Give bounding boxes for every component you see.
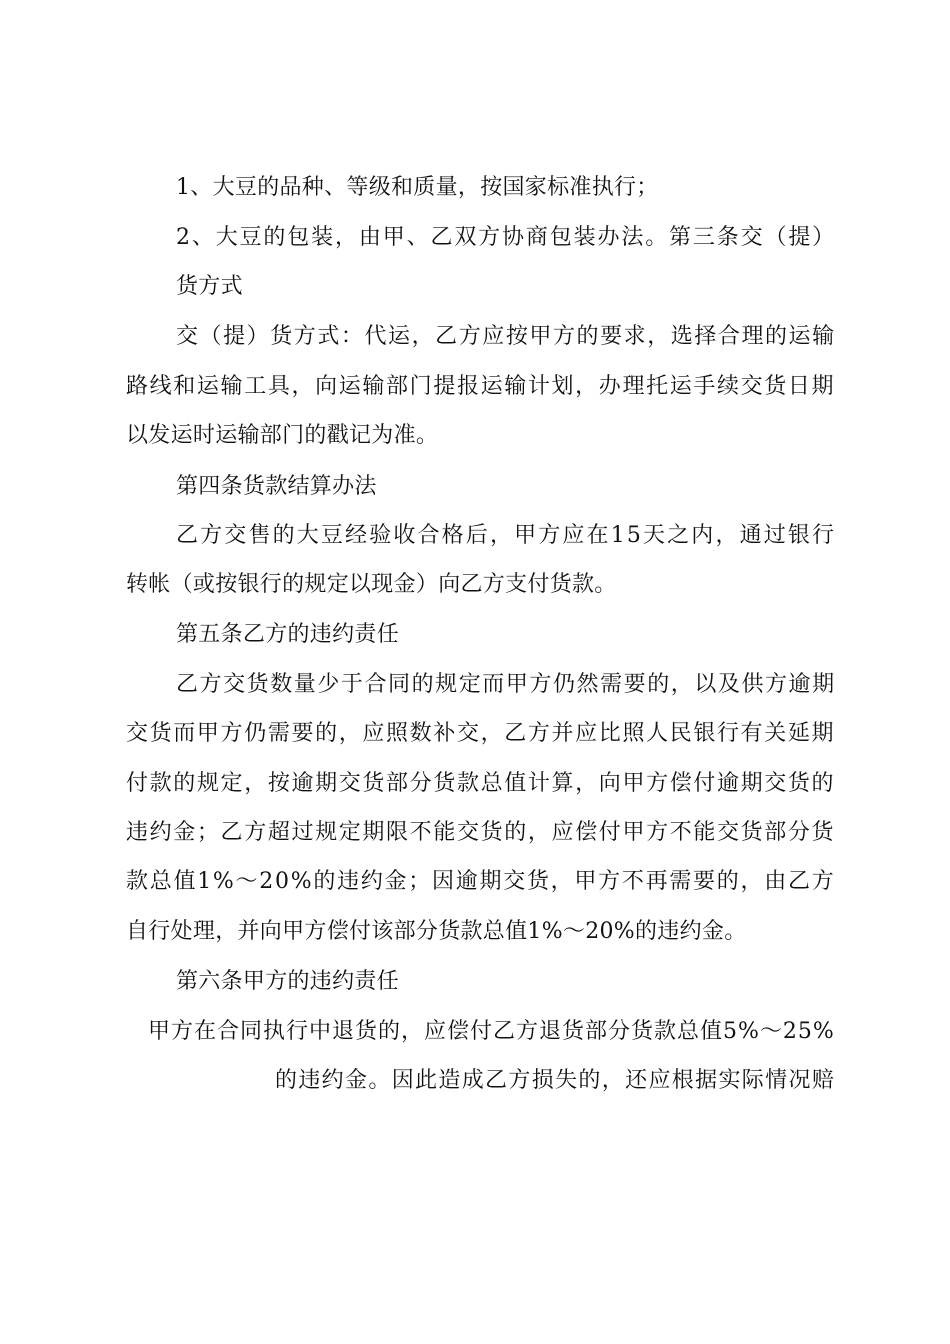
clause-3-heading-continued: 货方式: [176, 274, 243, 299]
buyer-liability-line-1: 甲方在合同执行中退货的，应偿付乙方退货部分货款总值5%〜25%: [148, 1019, 835, 1044]
clause-4-heading: 第四条货款结算办法: [176, 474, 377, 499]
seller-liability-line-4: 违约金；乙方超过规定期限不能交货的，应偿付甲方不能交货部分货: [126, 820, 836, 845]
clause-3-item-1: 1、大豆的品种、等级和质量，按国家标准执行；: [176, 175, 659, 200]
delivery-method-line-1: 交（提）货方式：代运，乙方应按甲方的要求，选择合理的运输: [176, 324, 836, 349]
seller-liability-line-1: 乙方交货数量少于合同的规定而甲方仍然需要的，以及供方逾期: [176, 672, 836, 697]
seller-liability-line-5: 款总值1%〜20%的违约金；因逾期交货，甲方不再需要的，由乙方: [126, 869, 836, 894]
seller-liability-line-6: 自行处理，并向甲方偿付该部分货款总值1%〜20%的违约金。: [126, 919, 747, 944]
clause-3-item-2: 2、大豆的包装，由甲、乙双方协商包装办法。第三条交（提）: [176, 225, 837, 250]
seller-liability-line-3: 付款的规定，按逾期交货部分货款总值计算，向甲方偿付逾期交货的: [126, 771, 836, 796]
delivery-method-line-3: 以发运时运输部门的戳记为准。: [126, 423, 439, 448]
payment-line-1: 乙方交售的大豆经验收合格后，甲方应在15天之内，通过银行: [176, 523, 837, 548]
payment-line-2: 转帐（或按银行的规定以现金）向乙方支付货款。: [126, 572, 617, 597]
clause-6-heading: 第六条甲方的违约责任: [176, 969, 400, 994]
delivery-method-line-2: 路线和运输工具，向运输部门提报运输计划，办理托运手续交货日期: [126, 374, 836, 399]
clause-5-heading: 第五条乙方的违约责任: [176, 622, 400, 647]
seller-liability-line-2: 交货而甲方仍需要的，应照数补交，乙方并应比照人民银行有关延期: [126, 721, 836, 746]
buyer-liability-line-2: 的违约金。因此造成乙方损失的，还应根据实际情况赔: [275, 1068, 836, 1093]
